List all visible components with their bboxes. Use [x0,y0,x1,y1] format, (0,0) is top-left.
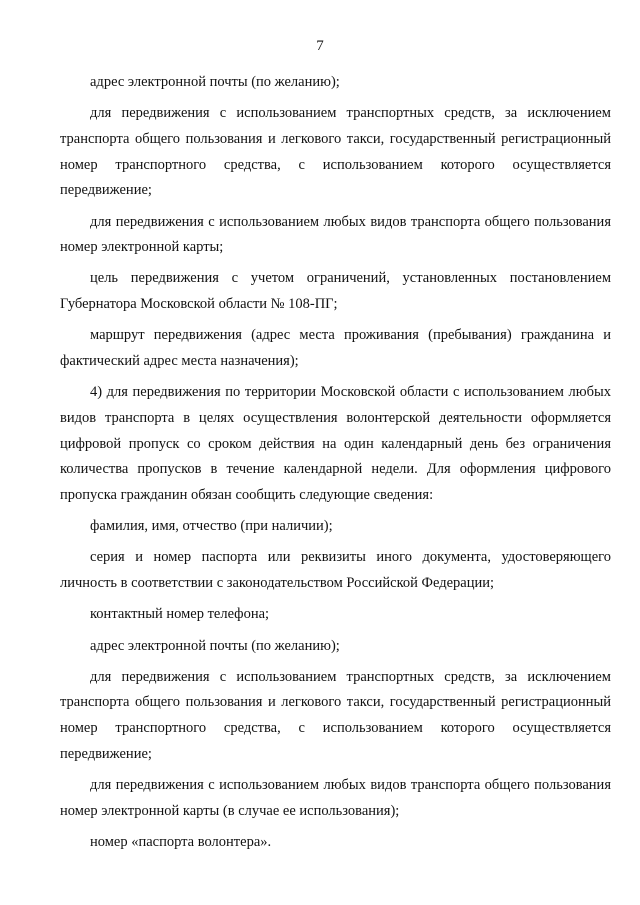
body-text [60,70,611,861]
paragraph: адрес электронной почты (по желанию); [90,74,340,90]
paragraph: серия и номер паспорта или реквизиты иного документа, удостоверяющего личность в соответствии с законодательством Российской Федерации; [60,549,611,592]
paragraph: для передвижения с использованием транспортных средств, за исключением транспорта общего пользования и легкового такси, государственный регистрационный номер транспортного средства, с использованием которого осуществляется передвижение; [60,105,611,199]
paragraph: 4) для передвижения по территории Московской области с использованием любых видов транспорта в целях осуществления волонтерской деятельности оформляется цифровой пропуск со сроком действия на один календарный день без ограничения количества пропусков в течение календарной недели. Для оформления цифрового пропуска гражданин обязан сообщить следующие сведения: [60,384,611,504]
paragraph: фамилия, имя, отчество (при наличии); [90,518,333,535]
paragraph: для передвижения с использованием любых видов транспорта общего пользования номер электронной карты; [60,213,611,256]
page-number: 7 [316,38,324,54]
paragraph: цель передвижения с учетом ограничений, установленных постановлением Губернатора Московской области № 108-ПГ; [60,270,611,313]
paragraph: маршрут передвижения (адрес места проживания (пребывания) гражданина и фактический адрес места назначения); [60,327,611,370]
paragraph: адрес электронной почты (по желанию); [90,637,340,654]
paragraph: контактный номер телефона; [90,606,270,623]
paragraph: для передвижения с использованием любых видов транспорта общего пользования номер электронной карты (в случае ее использования); [60,777,611,819]
paragraph: номер «паспорта волонтера». [90,833,272,850]
paragraph: для передвижения с использованием транспортных средств, за исключением транспорта общего пользования и легкового такси, государственный регистрационный номер транспортного средства, с использованием которого осуществляется передвижение; [60,668,611,762]
